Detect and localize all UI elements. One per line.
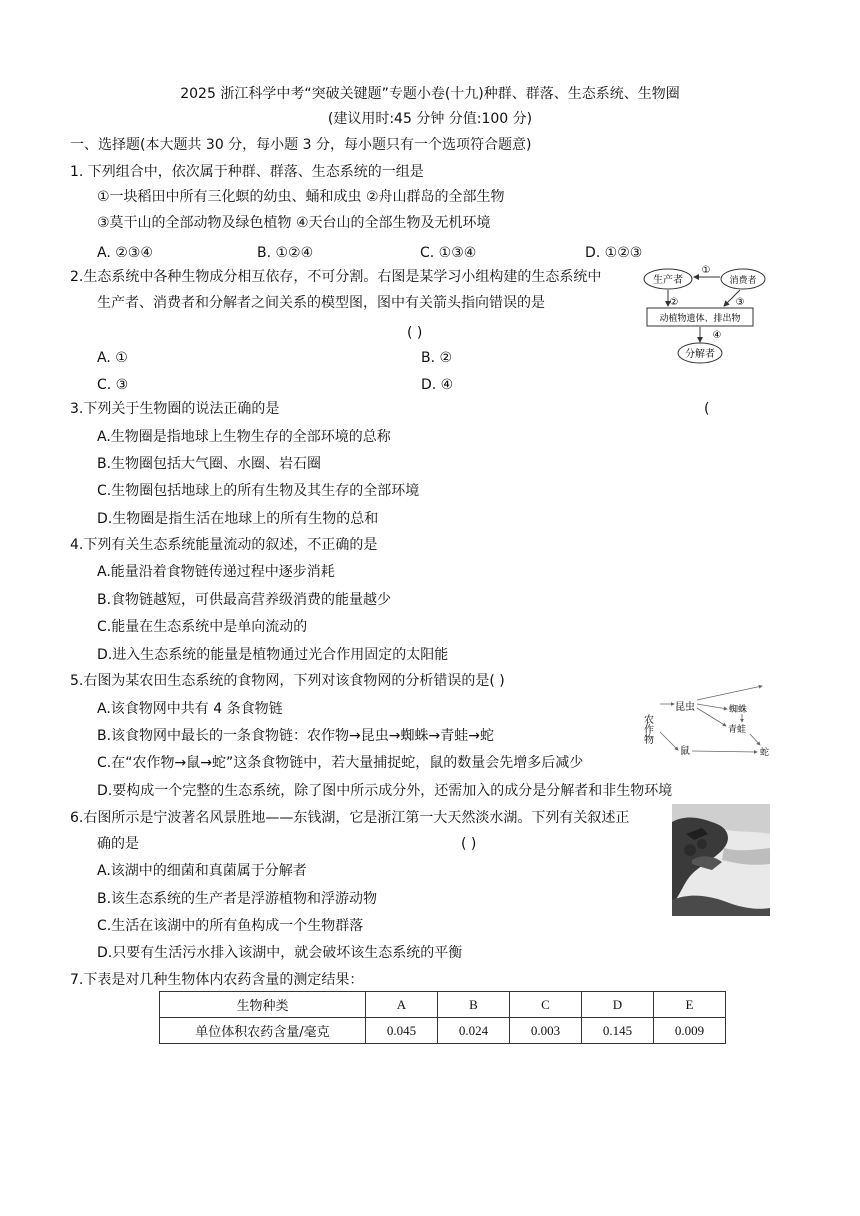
q1-option-c: C. ①③④ <box>420 245 477 261</box>
page-subtitle: (建议用时:45 分钟 分值:100 分) <box>327 111 533 127</box>
snake-label: 蛇 <box>760 748 770 758</box>
q6-stem-line2: 确的是 <box>97 836 139 852</box>
arrow-4-label: ④ <box>712 330 722 341</box>
q2-option-d: D. ④ <box>421 377 454 393</box>
mouse-label: 鼠 <box>680 746 690 757</box>
q1-option-a: A. ②③④ <box>97 245 153 261</box>
remains-label: 动植物遗体、排出物 <box>659 314 741 324</box>
q1-option-b: B. ①②④ <box>257 245 314 261</box>
table-header-cell: 生物种类 <box>160 992 366 1018</box>
table-cell: 0.045 <box>366 1018 438 1044</box>
q1-line2: ③莫干山的全部动物及绿色植物 ④天台山的全部生物及无机环境 <box>97 215 491 231</box>
table-header-cell: C <box>510 992 582 1018</box>
decomposer-label: 分解者 <box>685 349 715 360</box>
q5-stem: 5.右图为某农田生态系统的食物网，下列对该食物网的分析错误的是( ) <box>70 673 505 689</box>
page-title: 2025 浙江科学中考“突破关键题”专题小卷(十九)种群、群落、生态系统、生物圈 <box>180 86 680 102</box>
table-cell: 0.009 <box>654 1018 726 1044</box>
q6-option-b: B.该生态系统的生产者是浮游植物和浮游动物 <box>97 891 378 907</box>
table-cell: 0.024 <box>438 1018 510 1044</box>
table-header-cell: D <box>582 992 654 1018</box>
q4-stem: 4.下列有关生态系统能量流动的叙述，不正确的是 <box>70 537 378 553</box>
insect-label: 昆虫 <box>675 702 695 713</box>
q2-stem-line1: 2.生态系统中各种生物成分相互依存，不可分割。右图是某学习小组构建的生态系统中 <box>70 269 602 285</box>
table-row <box>160 1018 726 1044</box>
q5-option-b: B.该食物网中最长的一条食物链：农作物→昆虫→蜘蛛→青蛙→蛇 <box>97 728 494 744</box>
q6-option-a: A.该湖中的细菌和真菌属于分解者 <box>97 863 307 879</box>
q6-option-c: C.生活在该湖中的所有鱼构成一个生物群落 <box>97 918 364 934</box>
q2-answer-paren: ( ) <box>407 325 423 341</box>
q6-answer-paren: ( ) <box>461 836 477 852</box>
q3-stem: 3.下列关于生物圈的说法正确的是 <box>70 401 280 417</box>
q3-option-d: D.生物圈是指生活在地球上的所有生物的总和 <box>97 511 379 527</box>
q6-stem-line1: 6.右图所示是宁波著名风景胜地——东钱湖，它是浙江第一大天然淡水湖。下列有关叙述正 <box>70 810 630 826</box>
pesticide-table <box>159 991 726 1044</box>
frog-label: 青蛙 <box>728 725 747 735</box>
table-header-cell: A <box>366 992 438 1018</box>
q2-option-b: B. ② <box>421 350 453 366</box>
q3-option-c: C.生物圈包括地球上的所有生物及其生存的全部环境 <box>97 483 420 499</box>
food-web-diagram <box>642 682 768 760</box>
arrow-1-label: ① <box>701 265 711 276</box>
q6-option-d: D.只要有生活污水排入该湖中，就会破坏该生态系统的平衡 <box>97 945 463 961</box>
lake-photo <box>672 804 770 916</box>
ecosystem-relationship-diagram <box>640 262 770 367</box>
q1-line1: ①一块稻田中所有三化螟的幼虫、蛹和成虫 ②舟山群岛的全部生物 <box>97 189 505 205</box>
table-cell: 0.003 <box>510 1018 582 1044</box>
producer-label: 生产者 <box>653 275 683 286</box>
table-header-row <box>160 992 726 1018</box>
spider-label: 蜘蛛 <box>729 705 748 715</box>
q5-option-c: C.在“农作物→鼠→蛇”这条食物链中，若大量捕捉蛇，鼠的数量会先增多后减少 <box>97 755 584 771</box>
table-cell: 单位体积农药含量/毫克 <box>160 1018 366 1044</box>
q5-option-a: A.该食物网中共有 4 条食物链 <box>97 701 283 717</box>
table-cell: 0.145 <box>582 1018 654 1044</box>
q3-option-b: B.生物圈包括大气圈、水圈、岩石圈 <box>97 456 322 472</box>
q3-answer-paren: ( <box>704 401 710 417</box>
q4-option-d: D.进入生态系统的能量是植物通过光合作用固定的太阳能 <box>97 647 449 663</box>
table-header-cell: B <box>438 992 510 1018</box>
q2-option-a: A. ① <box>97 350 128 366</box>
section-heading: 一、选择题(本大题共 30 分，每小题 3 分，每小题只有一个选项符合题意) <box>70 137 532 153</box>
q4-option-c: C.能量在生态系统中是单向流动的 <box>97 619 308 635</box>
crop-label: 农作物 <box>641 714 653 744</box>
q1-option-d: D. ①②③ <box>585 245 643 261</box>
q2-stem-line2: 生产者、消费者和分解者之间关系的模型图，图中有关箭头指向错误的是 <box>97 295 545 311</box>
q2-option-c: C. ③ <box>97 377 129 393</box>
q7-stem: 7.下表是对几种生物体内农药含量的测定结果： <box>70 972 364 988</box>
q1-stem: 1. 下列组合中，依次属于种群、群落、生态系统的一组是 <box>70 164 424 180</box>
arrow-3-label: ③ <box>735 297 745 308</box>
q4-option-a: A.能量沿着食物链传递过程中逐步消耗 <box>97 564 335 580</box>
q4-option-b: B.食物链越短，可供最高营养级消费的能量越少 <box>97 592 392 608</box>
q5-option-d: D.要构成一个完整的生态系统，除了图中所示成分外，还需加入的成分是分解者和非生物环境 <box>97 783 673 799</box>
arrow-2-label: ② <box>669 297 679 308</box>
q3-option-a: A.生物圈是指地球上生物生存的全部环境的总称 <box>97 429 391 445</box>
table-header-cell: E <box>654 992 726 1018</box>
consumer-label: 消费者 <box>729 276 757 286</box>
